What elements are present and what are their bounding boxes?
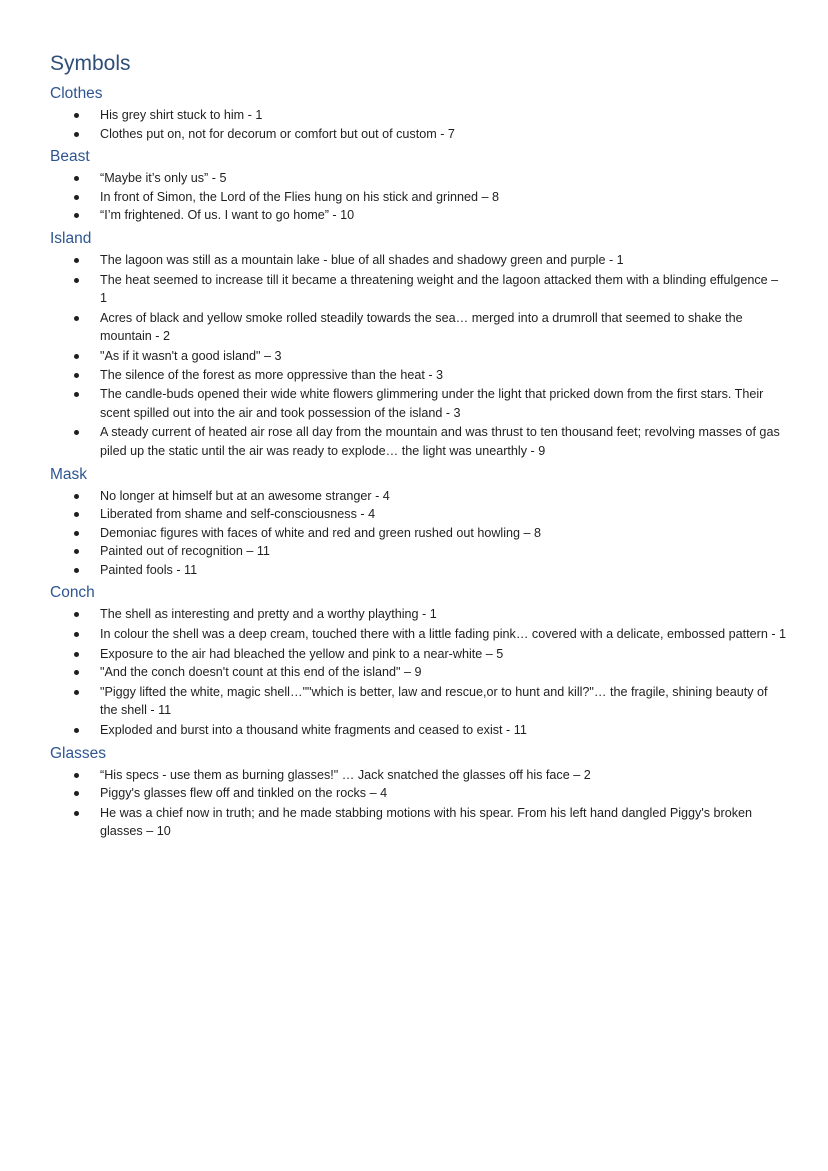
list-item (50, 625, 788, 644)
bullet-icon (74, 113, 79, 118)
list-item (50, 766, 788, 785)
list-item (50, 505, 788, 524)
list-item-text: In front of Simon, the Lord of the Flies hung on his stick and grinned – 8 (100, 189, 500, 204)
section-heading: Glasses (50, 744, 106, 762)
bullet-list (50, 487, 788, 580)
section-heading: Island (50, 229, 92, 247)
list-item (50, 188, 788, 207)
list-item-text: No longer at himself but at an awesome stranger - 4 (100, 488, 390, 503)
bullet-icon (74, 316, 79, 321)
section-heading: Conch (50, 584, 95, 602)
list-item-text: “Maybe it’s only us” - 5 (100, 171, 227, 186)
bullet-icon (74, 652, 79, 657)
section-heading: Clothes (50, 85, 103, 102)
list-item-text: “I’m frightened. Of us. I want to go home” - 10 (100, 208, 355, 223)
list-item-text: Exploded and burst into a thousand white fragments and ceased to exist - 11 (100, 723, 527, 738)
list-item-text: Liberated from shame and self-consciousness - 4 (100, 507, 376, 522)
bullet-icon (74, 512, 79, 517)
list-item (50, 366, 788, 385)
list-item (50, 804, 788, 841)
list-item (50, 542, 788, 561)
list-item-text: Demoniac figures with faces of white and red and green rushed out howling – 8 (100, 525, 542, 540)
bullet-icon (74, 531, 79, 536)
bullet-icon (74, 612, 79, 617)
section-clothes (50, 84, 788, 143)
list-item-text: “His specs - use them as burning glasses!" … Jack snatched the glasses off his face – 2 (100, 767, 591, 782)
list-item-text: "And the conch doesn't count at this end of the island" – 9 (100, 665, 422, 680)
bullet-icon (74, 549, 79, 554)
section-island (50, 229, 788, 461)
list-item-text: A steady current of heated air rose all day from the mountain and was thrust to ten thousand feet; revolving masses of gas piled up the static until the air was ready to explode… the light was unearthly - 9 (100, 425, 780, 458)
bullet-icon (74, 430, 79, 435)
bullet-icon (74, 494, 79, 499)
bullet-icon (74, 670, 79, 675)
list-item (50, 423, 788, 460)
list-item-text: Exposure to the air had bleached the yellow and pink to a near-white – 5 (100, 646, 504, 661)
bullet-icon (74, 773, 79, 778)
bullet-list (50, 169, 788, 225)
bullet-list (50, 251, 788, 461)
bullet-list (50, 766, 788, 841)
list-item-text: In colour the shell was a deep cream, touched there with a little fading pink… covered with a delicate, embossed pattern - 1 (100, 627, 787, 642)
list-item (50, 663, 788, 682)
bullet-icon (74, 392, 79, 397)
list-item-text: Painted out of recognition – 11 (100, 544, 270, 559)
list-item (50, 271, 788, 308)
list-item (50, 645, 788, 664)
bullet-icon (74, 690, 79, 695)
list-item-text: The candle-buds opened their wide white flowers glimmering under the light that pricked down from the first stars. Their scent spilled out into the air and took possession of the island - 3 (100, 387, 764, 420)
section-heading: Beast (50, 148, 90, 166)
section-glasses (50, 744, 788, 841)
bullet-icon (74, 791, 79, 796)
list-item (50, 125, 788, 144)
bullet-icon (74, 373, 79, 378)
list-item-text: "Piggy lifted the white, magic shell…""which is better, law and rescue,or to hunt and kill?"… the fragile, shining beauty of the shell - 11 (100, 684, 768, 718)
bullet-list (50, 605, 788, 739)
section-heading: Mask (50, 465, 88, 483)
list-item-text: Acres of black and yellow smoke rolled steadily towards the sea… merged into a drumroll that seemed to shake the mountain - 2 (100, 310, 743, 344)
list-item-text: He was a chief now in truth; and he made stabbing motions with his spear. From his left hand dangled Piggy's broken glasses – 10 (100, 805, 753, 839)
bullet-icon (74, 132, 79, 137)
list-item-text: The lagoon was still as a mountain lake - blue of all shades and shadowy green and purple - 1 (100, 252, 624, 267)
list-item (50, 385, 788, 422)
bullet-icon (74, 258, 79, 263)
bullet-icon (74, 354, 79, 359)
bullet-icon (74, 632, 79, 637)
bullet-icon (74, 213, 79, 218)
list-item-text: The heat seemed to increase till it became a threatening weight and the lagoon attacked them with a blinding effulgence – 1 (100, 272, 779, 306)
page-title: Symbols (50, 52, 131, 75)
section-beast (50, 147, 788, 225)
list-item (50, 784, 788, 803)
list-item (50, 721, 788, 740)
bullet-icon (74, 728, 79, 733)
bullet-icon (74, 568, 79, 573)
list-item (50, 561, 788, 580)
bullet-icon (74, 278, 79, 283)
list-item-text: Clothes put on, not for decorum or comfort but out of custom - 7 (100, 126, 455, 141)
bullet-icon (74, 176, 79, 181)
list-item (50, 605, 788, 624)
list-item-text: The silence of the forest as more oppressive than the heat - 3 (100, 367, 444, 382)
section-conch (50, 583, 788, 739)
list-item (50, 524, 788, 543)
list-item (50, 251, 788, 270)
section-mask (50, 465, 788, 580)
list-item (50, 206, 788, 225)
list-item (50, 683, 788, 720)
list-item-text: Painted fools - 11 (100, 562, 198, 577)
list-item-text: "As if it wasn't a good island" – 3 (100, 348, 282, 363)
list-item (50, 169, 788, 188)
list-item (50, 487, 788, 506)
list-item (50, 347, 788, 366)
list-item (50, 106, 788, 125)
bullet-icon (74, 811, 79, 816)
bullet-icon (74, 195, 79, 200)
list-item-text: The shell as interesting and pretty and a worthy plaything - 1 (100, 607, 437, 622)
bullet-list (50, 106, 788, 143)
list-item-text: His grey shirt stuck to him - 1 (100, 108, 263, 122)
list-item (50, 309, 788, 346)
list-item-text: Piggy's glasses flew off and tinkled on the rocks – 4 (100, 786, 388, 801)
